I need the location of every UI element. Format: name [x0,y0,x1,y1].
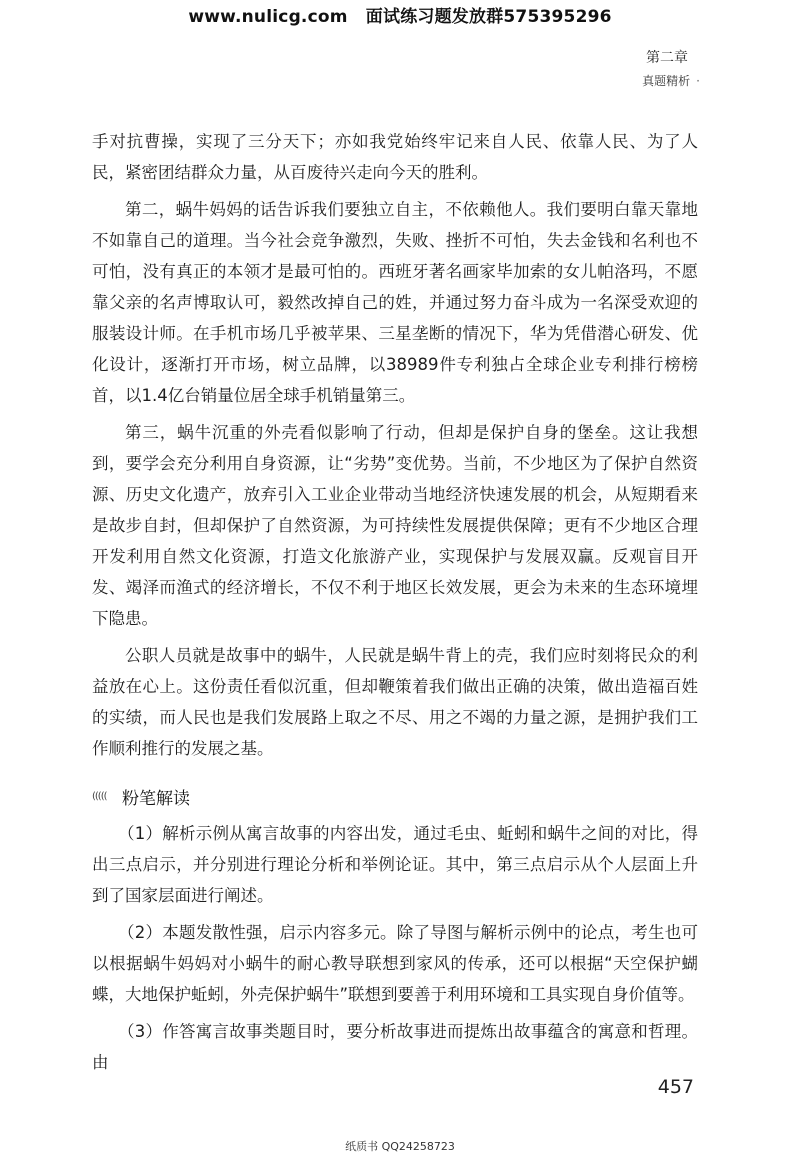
analysis-item: （3）作答寓言故事类题目时，要分析故事进而提炼出故事蕴含的寓意和哲理。由 [92,1022,698,1072]
section-title: 真题精析 [642,74,691,88]
chapter-label: 第二章 [646,50,688,66]
top-watermark [0,2,800,27]
signal-bullet-icon: ((((( [92,790,107,802]
analysis-title: 粉笔解读 [122,789,190,809]
section-label [642,72,700,89]
watermark-group: 面试练习题发放群575395296 [365,7,612,27]
paragraph: 手对抗曹操，实现了三分天下；亦如我党始终牢记来自人民、依靠人民、为了人民，紧密团结群众力量，从百废待兴走向今天的胜利。 [92,132,698,182]
analysis-heading [92,784,190,809]
essay-body [92,126,698,770]
analysis-item: （2）本题发散性强，启示内容多元。除了导图与解析示例中的论点，考生也可以根据蜗牛妈妈对小蜗牛的耐心教导联想到家风的传承，还可以根据“天空保护蝴蝶，大地保护蚯蚓，外壳保护蜗牛”联想到要善于利用环境和工具实现自身价值等。 [92,923,698,1004]
footer-watermark: 纸质书 QQ24258723 [345,1140,455,1153]
analysis-body [92,818,698,1084]
analysis-item: （1）解析示例从寓言故事的内容出发，通过毛虫、蚯蚓和蜗牛之间的对比，得出三点启示，并分别进行理论分析和举例论证。其中，第三点启示从个人层面上升到了国家层面进行阐述。 [92,824,698,905]
paragraph: 第三，蜗牛沉重的外壳看似影响了行动，但却是保护自身的堡垒。这让我想到，要学会充分利用自身资源，让“劣势”变优势。当前，不少地区为了保护自然资源、历史文化遗产，放弃引入工业企业带动当地经济快速发展的机会，从短期看来是故步自封，但却保护了自然资源，为可持续性发展提供保障；更有不少地区合理开发利用自然文化资源，打造文化旅游产业，实现保护与发展双赢。反观盲目开发、竭泽而渔式的经济增长，不仅不利于地区长效发展，更会为未来的生态环境埋下隐患。 [92,423,698,628]
section-mark: · [696,74,700,88]
watermark-site: www.nulicg.com [188,7,348,27]
page-number: 457 [657,1076,694,1098]
paragraph: 第二，蜗牛妈妈的话告诉我们要独立自主，不依赖他人。我们要明白靠天靠地不如靠自己的道理。当今社会竞争激烈，失败、挫折不可怕，失去金钱和名利也不可怕，没有真正的本领才是最可怕的。西班牙著名画家毕加索的女儿帕洛玛，不愿靠父亲的名声博取认可，毅然改掉自己的姓，并通过努力奋斗成为一名深受欢迎的服装设计师。在手机市场几乎被苹果、三星垄断的情况下，华为凭借潜心研发、优化设计，逐渐打开市场，树立品牌，以38989件专利独占全球企业专利排行榜榜首，以1.4亿台销量位居全球手机销量第三。 [92,200,698,405]
paragraph: 公职人员就是故事中的蜗牛，人民就是蜗牛背上的壳，我们应时刻将民众的利益放在心上。这份责任看似沉重，但却鞭策着我们做出正确的决策，做出造福百姓的实绩，而人民也是我们发展路上取之不尽、用之不竭的力量之源，是拥护我们工作顺利推行的发展之基。 [92,646,698,758]
